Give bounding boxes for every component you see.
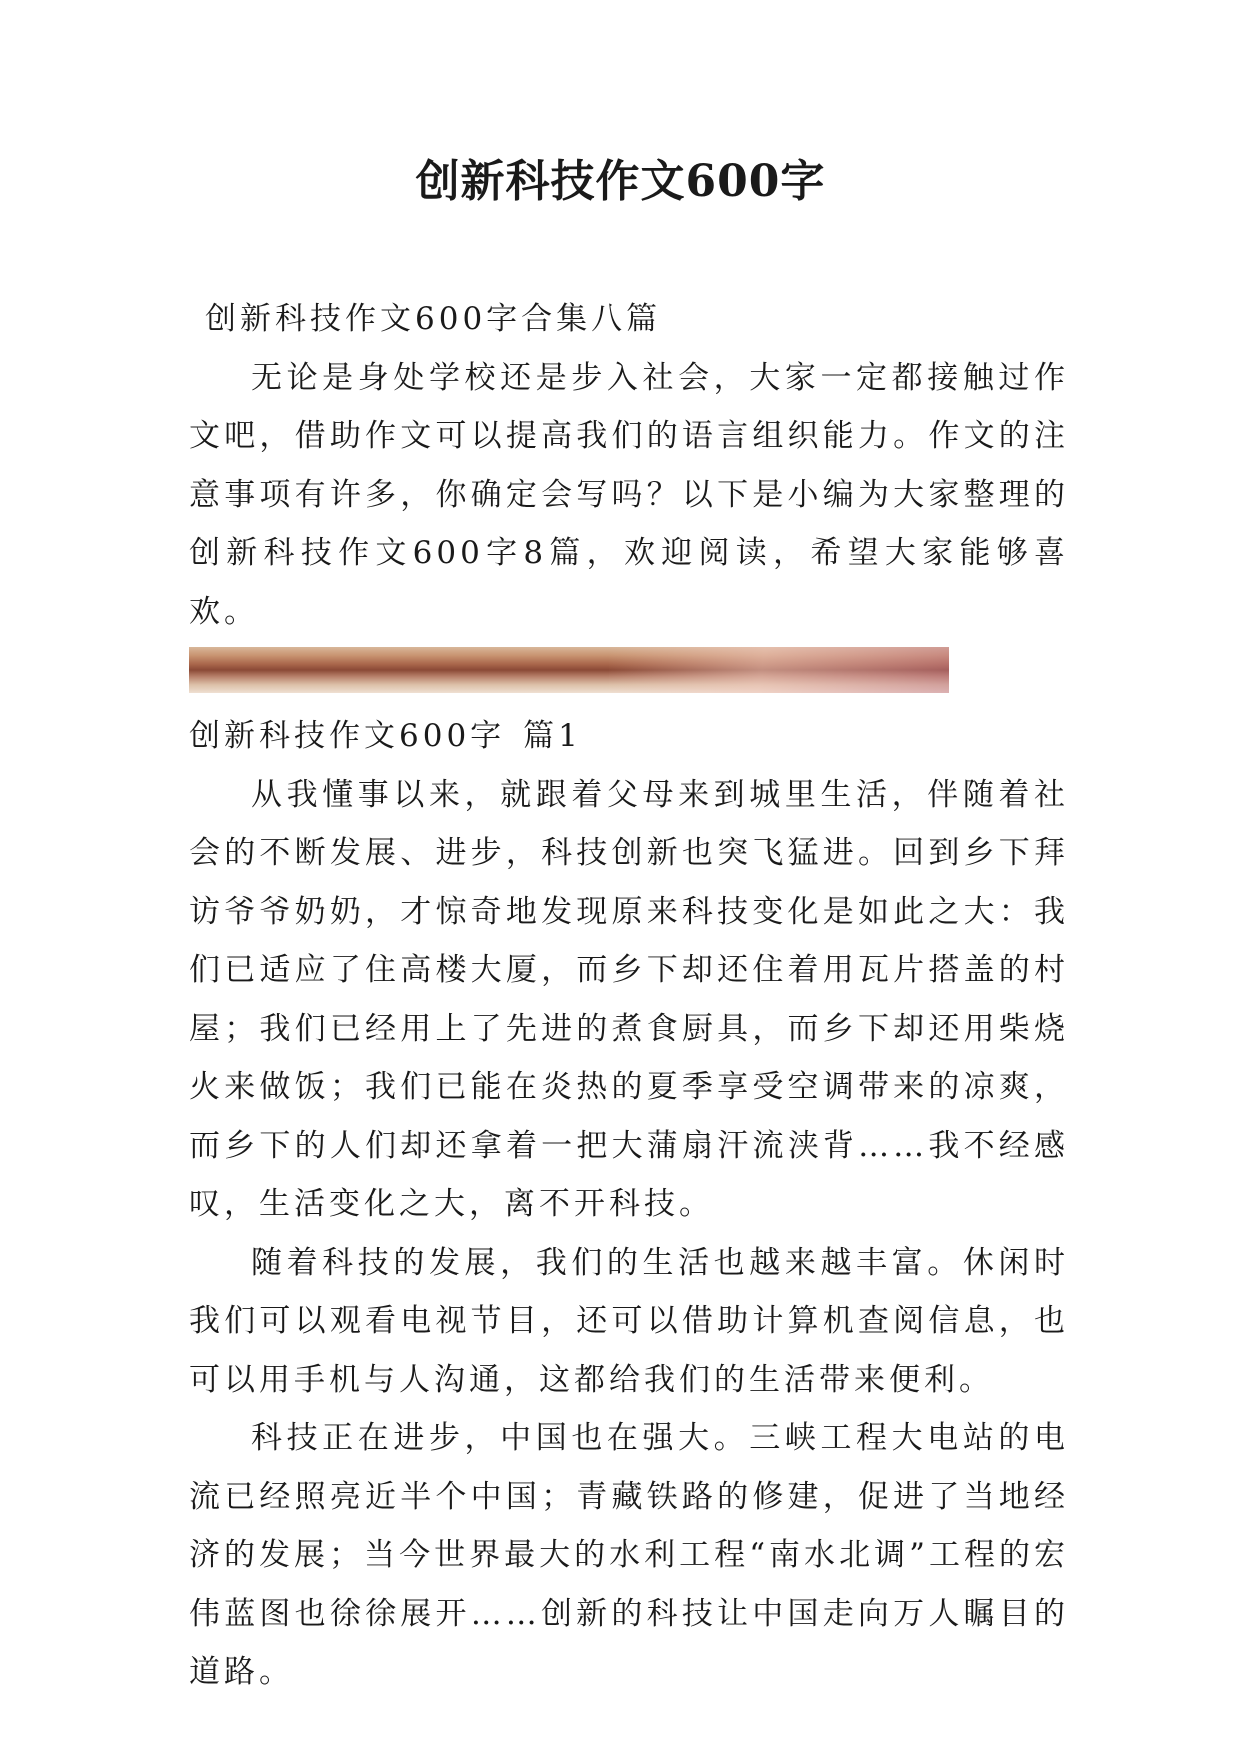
section-heading-number: 篇1 (523, 718, 582, 754)
body-paragraph: 随着科技的发展，我们的生活也越来越丰富。休闲时我们可以观看电视节目，还可以借助计算机查阅信息，也可以用手机与人沟通，这都给我们的生活带来便利。 (189, 1244, 1069, 1398)
section-heading-title: 创新科技作文600字 (189, 718, 506, 754)
body-paragraph: 从我懂事以来，就跟着父母来到城里生活，伴随着社会的不断发展、进步，科技创新也突飞猛进。回到乡下拜访爷爷奶奶，才惊奇地发现原来科技变化是如此之大：我们已适应了住高楼大厦，而乡下却还住着用瓦片搭盖的村屋；我们已经用上了先进的煮食厨具，而乡下却还用柴烧火来做饭；我们已能在炎热的夏季享受空调带来的凉爽，而乡下的人们却还拿着一把大蒲扇汗流浃背……我不经感叹，生活变化之大，离不开科技。 (189, 776, 1069, 1222)
section-heading (189, 707, 1069, 766)
body-paragraph: 科技正在进步，中国也在强大。三峡工程大电站的电流已经照亮近半个中国；青藏铁路的修建，促进了当地经济的发展；当今世界最大的水利工程“南水北调”工程的宏伟蓝图也徐徐展开……创新的科技让中国走向万人瞩目的道路。 (189, 1420, 1069, 1690)
intro-paragraph: 无论是身处学校还是步入社会，大家一定都接触过作文吧，借助作文可以提高我们的语言组织能力。作文的注意事项有许多，你确定会写吗？以下是小编为大家整理的创新科技作文600字8篇，欢迎阅读，希望大家能够喜欢。 (189, 359, 1069, 630)
page-title: 创新科技作文600字 (415, 156, 826, 207)
decorative-banner-image (189, 647, 949, 693)
document-subtitle: 创新科技作文600字合集八篇 (205, 301, 662, 337)
document-body (189, 290, 1069, 1702)
